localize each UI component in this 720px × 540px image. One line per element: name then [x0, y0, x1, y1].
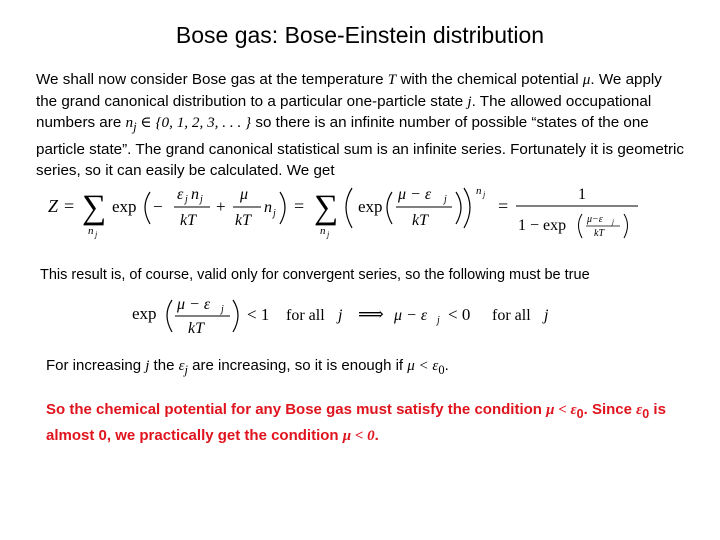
minus-sign: − — [153, 197, 163, 216]
implies-arrow: ⟹ — [358, 304, 384, 324]
eq-Z: Z — [48, 196, 59, 216]
frac3-num-j: j — [444, 194, 447, 205]
text-run: We shall now consider Bose gas at the temperature — [36, 71, 388, 88]
for-all-1: for all — [286, 307, 325, 324]
plus-sign: + — [216, 197, 226, 216]
text-run: so there is an infinite number of possible “states of the one particle state”. The grand canonical statistical sum is an infinite series. Fortunately it is geometric series, so it can easily be calculated. We get — [36, 114, 685, 180]
conclusion-text — [46, 399, 686, 447]
big-paren-right — [464, 188, 470, 228]
exp-label-3: exp — [132, 304, 157, 323]
frac2-den: kT — [235, 212, 251, 229]
sum-symbol: ∑ — [82, 189, 107, 226]
nj: n — [264, 199, 272, 216]
convergence-text: This result is, of course, valid only for convergent series, so the following must be true — [40, 267, 590, 283]
paren-left-2 — [387, 192, 392, 224]
paren-right — [280, 192, 285, 224]
text-run: . — [374, 427, 379, 444]
eq-equals-2: = — [294, 196, 305, 216]
sum-sub-2-j: j — [327, 230, 330, 239]
math-T: T — [387, 71, 397, 88]
result-num: 1 — [578, 186, 586, 203]
conv-den: kT — [188, 320, 204, 337]
slide-title: Bose gas: Bose-Einstein distribution — [175, 22, 545, 48]
math-sub: j — [184, 363, 188, 377]
power-j: j — [483, 190, 486, 199]
math-eps: ε — [636, 402, 643, 418]
convergence-equation — [130, 292, 580, 342]
paren-right-2 — [456, 192, 461, 224]
sum-sub: n — [88, 225, 94, 237]
math-set — [125, 114, 252, 135]
frac3-num: μ − ε — [398, 186, 432, 203]
text-run: are increasing, so it is enough if — [187, 357, 408, 374]
mid-expr-j: j — [437, 315, 440, 326]
conv-num: μ − ε — [177, 296, 211, 313]
text-run: . — [444, 357, 449, 374]
math-sub: 0 — [576, 407, 584, 421]
frac1-num: ε — [177, 186, 184, 203]
math-n: n — [125, 114, 134, 131]
eq-equals: = — [64, 196, 75, 216]
sum-sub-j: j — [95, 230, 98, 239]
nj-sub: j — [273, 208, 276, 219]
increasing-text — [46, 355, 686, 381]
math-cond: μ < ε — [407, 358, 439, 374]
paren-left-3 — [167, 300, 172, 332]
math-eps: ε — [178, 358, 185, 374]
math-j: j — [467, 92, 472, 110]
exp-label-2: exp — [358, 197, 383, 216]
text-run: the — [149, 357, 179, 374]
small-paren-left — [579, 214, 583, 238]
math-set-rest: ∈ {0, 1, 2, 3, . . . } — [136, 114, 252, 131]
text-run: . We apply the grand canonical distribution to a particular one-particle state — [36, 71, 662, 110]
math-sub: j — [133, 120, 137, 135]
inner-den: kT — [594, 228, 604, 239]
conv-num-j: j — [221, 304, 224, 315]
inner-num-j: j — [612, 218, 614, 226]
paren-left — [145, 192, 150, 224]
inner-num: μ−ε — [587, 214, 603, 225]
j-2: j — [544, 307, 549, 324]
text-run: is almost 0, we practically get the condition — [46, 401, 666, 444]
for-all-2: for all — [492, 307, 531, 324]
sum-sub-2: n — [320, 225, 326, 237]
text-run: . Since — [583, 401, 637, 418]
frac2-num: μ — [240, 186, 249, 203]
math-cond: μ < 0 — [342, 428, 375, 444]
power-n: n — [476, 185, 482, 197]
big-paren-left — [346, 188, 352, 228]
frac1-num-j: j — [185, 194, 188, 205]
paren-right-3 — [233, 300, 238, 332]
frac3-den: kT — [412, 212, 428, 229]
math-sub: 0 — [438, 363, 445, 377]
frac1-den: kT — [180, 212, 196, 229]
less-than-one: < 1 — [247, 305, 270, 324]
math-j: j — [145, 358, 150, 374]
j-1: j — [338, 307, 343, 324]
result-den-lead: 1 − exp — [518, 217, 567, 234]
text-run: So the chemical potential for any Bose gas must satisfy the condition — [46, 401, 547, 418]
text-run: with the chemical potential — [396, 71, 583, 88]
partition-function-equation — [40, 180, 680, 250]
small-paren-right — [624, 214, 628, 238]
exp-label: exp — [112, 197, 137, 216]
eq-equals-3: = — [498, 196, 509, 216]
sum-symbol-2: ∑ — [314, 189, 339, 226]
math-cond: μ < ε — [546, 402, 577, 418]
text-run: . The allowed occupational numbers are — [36, 92, 652, 131]
math-mu: μ — [582, 71, 591, 88]
less-than-zero: < 0 — [448, 305, 471, 324]
mid-expr: μ − ε — [394, 307, 428, 324]
frac1-num-n: n — [191, 186, 199, 203]
intro-paragraph — [36, 69, 684, 182]
math-sub: 0 — [642, 407, 650, 421]
frac1-num-nj: j — [200, 194, 203, 205]
text-run: For increasing — [46, 357, 146, 374]
